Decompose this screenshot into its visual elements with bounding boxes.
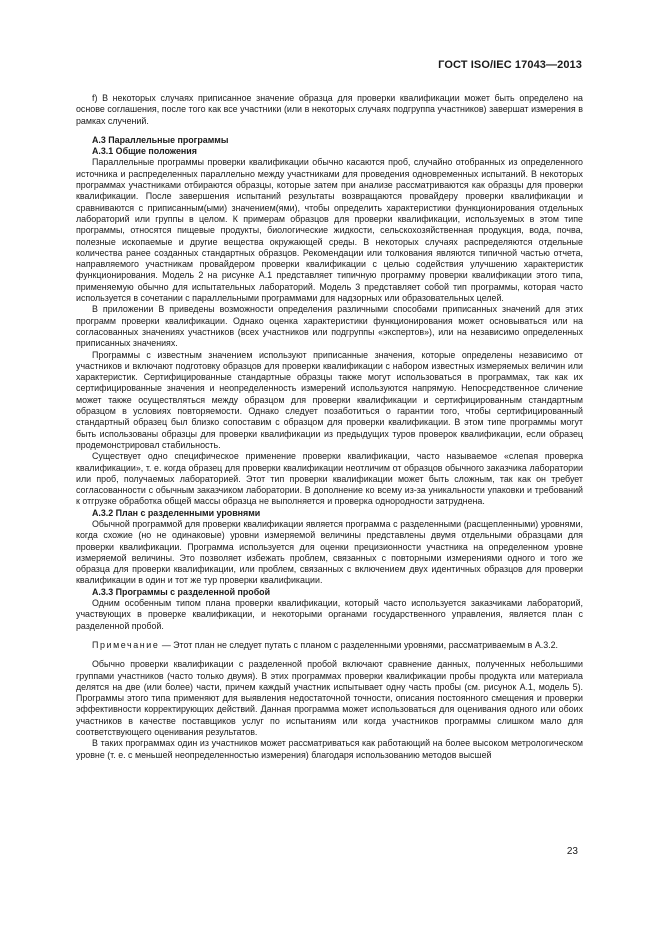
note xyxy=(76,640,583,651)
section-heading-a3: А.3 Параллельные программы xyxy=(92,134,229,145)
subsection-heading-a3-1: А.3.1 Общие положения xyxy=(92,146,197,157)
paragraph-blind-test: Существует одно специфическое применение проверки квалификации, часто называемое «слепая проверка квалификации», т. е. когда образец для проверки квалификации неотличим от образцов обычного заказчика лаборатории или проб, получаемых лабораторией. Этот тип проверки квалификации может быть сложным, так как он требует согласованности с обычным заказчиком лаборатории. В дополнение ко всему из-за уникальности упаковки и требований к отгрузке обработка общей массы образца не выполняется и проверка однородности затруднена. xyxy=(76,451,583,507)
standard-header: ГОСТ ISO/IEC 17043—2013 xyxy=(438,59,582,71)
paragraph-split-level: Обычной программой для проверки квалификации является программа с разделенными (расщепленными) уровнями, когда схожие (но не одинаковые) уровни измеряемой величины представлены двумя отдельными образцами для проверки квалификации. Программа используется для оценки прецизионности участника на определенном уровне измеряемой величины. Это позволяет избежать проблем, связанных с повторными измерениями одного и того же образца для проверки квалификации, или проблем, связанных с включением двух идентичных образцов для проверки квалификации в один и тот же тур проверки квалификации. xyxy=(76,518,583,586)
paragraph-split-sample: Одним особенным типом плана проверки квалификации, который часто используется заказчиками лабораторий, участвующих в проверке квалификации, и некоторыми органами государственного управления, является план с разделенной пробой. xyxy=(76,598,583,631)
page-number: 23 xyxy=(566,846,578,857)
note-text: — Этот план не следует путать с планом с разделенными уровнями, рассматриваемым в А.3.2. xyxy=(159,639,559,650)
paragraph-known-value: Программы с известным значением используют приписанные значения, которые определены независимо от участников и включают подготовку образцов для проверки квалификации с набором известных измеряемых величин или характеристик. Сертифицированные стандартные образцы также могут использоваться в программах, так как их сертифицированные значения и неопределенность измерений используются напрямую. Непосредственное сличение может также осуществляться между образцом для проверки квалификации и сертифицированным стандартным образцом в условиях повторяемости. Однако следует позаботиться о гарантии того, чтобы сертифицированный стандартный образец был близко сопоставим с образцом для проверки квалификации. В этом типе программы могут быть использованы образцы для проверки квалификации из предыдущих туров проверок квалификации, если образец продемонстрировал стабильность. xyxy=(76,349,583,450)
paragraph-f: f) В некоторых случаях приписанное значение образца для проверки квалификации может быть определено на основе соглашения, после того как все участники (или в некоторых случаях подгруппа участников) завершат измерения в рамках случений. xyxy=(76,93,583,126)
subsection-heading-a3-3: А.3.3 Программы с разделенной пробой xyxy=(92,586,271,597)
paragraph-split-sample-compare: Обычно проверки квалификации с разделенной пробой включают сравнение данных, полученных небольшими группами участников (часто только двумя). В этих программах проверки квалификации пробы продукта или материала делятся на две (или более) части, причем каждый участник испытывает одну часть пробы (см. рисунок А.1, модель 5). Программы этого типа применяют для выявления недостаточной точности, описания постоянного смещения и проверки эффективности корректирующих действий. Данная программа может использоваться для оценивания одного или обоих участников в качестве поставщиков услуг по испытаниям или когда участников программы слишком мало для соответствующего оценивания результатов. xyxy=(76,659,583,738)
subsection-heading-a3-2: А.3.2 План с разделенными уровнями xyxy=(92,507,261,518)
paragraph-appendix-b: В приложении В приведены возможности определения различными способами приписанных значений для этих программ проверки квалификации. Однако оценка характеристики функционирования может основываться или на согласованных значениях участников (всех участников или подгруппы «экспертов»), или на независимо определенных приписанных значениях. xyxy=(76,304,583,349)
paragraph-general: Параллельные программы проверки квалификации обычно касаются проб, случайно отобранных из определенного источника и распределенных параллельно между участниками для проведения одновременных испытаний. В некоторых программах участниками отбираются образцы, которые затем при анализе рассматриваются как образцы для проверки квалификации. После завершения испытаний результаты возвращаются провайдеру проверки квалификации и сравниваются с приписанным(ыми) значением(ями), чтобы определить характеристики функционирования отдельных лабораторий или группы в целом. К примерам образцов для проверки квалификации, используемых в этом типе программы, относятся пищевые продукты, биологические жидкости, сельскохозяйственная продукция, вода, почва, полезные ископаемые и другие вещества окружающей среды. В некоторых случаях распределяются отдельные количества ранее созданных стандартных образцов. Рекомендации или толкования являются типичной частью отчета, направляемого участникам провайдером проверки квалификации с целью содействия улучшению характеристик функционирования. Модель 2 на рисунке А.1 представляет типичную программу проверки квалификации этого типа, применяемую обычно для испытательных лабораторий. Модель 3 представляет собой тип программы, которая часто используется в сочетании с параллельными программами для надзорных или образовательных целей. xyxy=(76,157,583,304)
document-body xyxy=(76,93,583,761)
note-label: Примечание xyxy=(92,639,160,650)
paragraph-metrological-level: В таких программах один из участников может рассматриваться как работающий на более высоком метрологическом уровне (т. е. с меньшей неопределенностью измерения) благодаря использованию методов высшей xyxy=(76,738,583,760)
